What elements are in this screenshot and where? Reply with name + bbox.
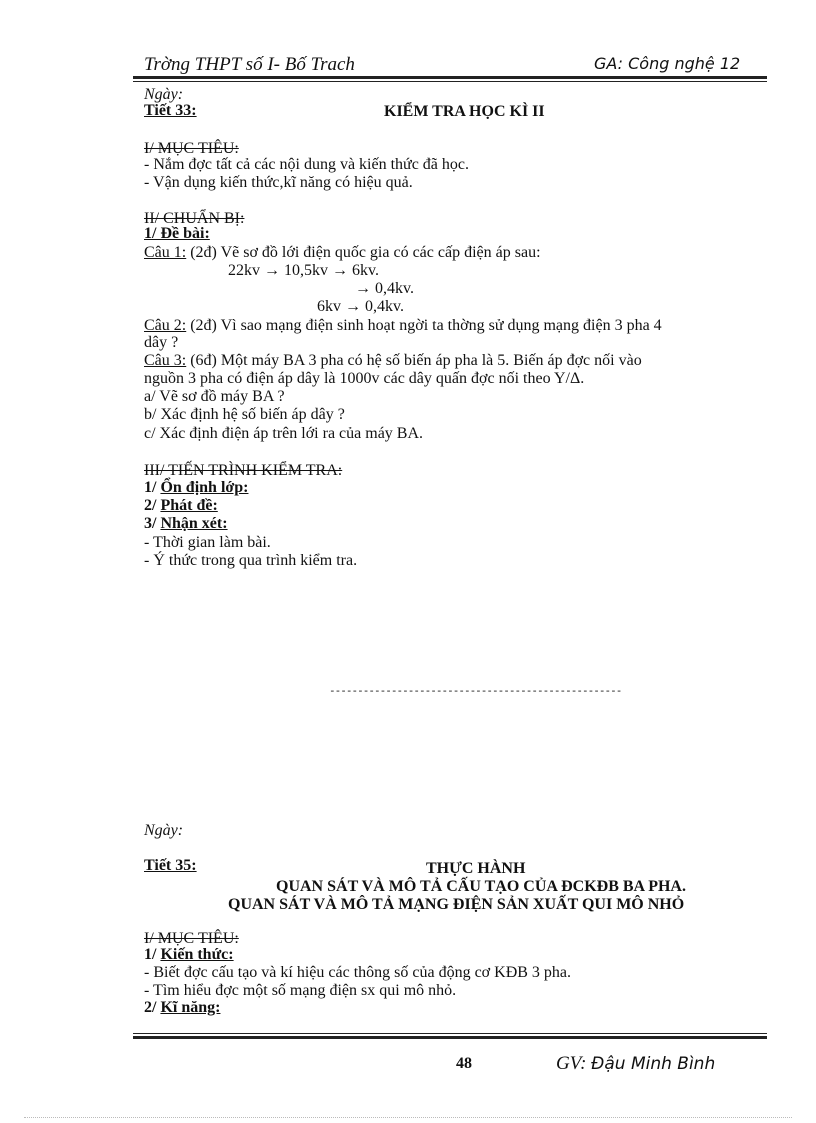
- page-number: 48: [456, 1055, 472, 1072]
- step-1-num: 1/: [144, 479, 161, 496]
- footer-rule-thin: [133, 1033, 767, 1034]
- title-2-line-3: QUAN SÁT VÀ MÔ TẢ MẠNG ĐIỆN SẢN XUẤT QUI MÔ NHỎ: [228, 896, 685, 913]
- step-2-label: Phát đề:: [160, 497, 218, 514]
- step-1-label: Ổn định lớp:: [160, 479, 249, 496]
- header-rule-thin: [133, 81, 767, 82]
- lesson-label-1: Tiết 33:: [144, 102, 197, 119]
- q3-part-b: b/ Xác định hệ số biến áp dây ?: [144, 406, 345, 423]
- question-3-label: Câu 3:: [144, 352, 187, 369]
- lesson-label-2: Tiết 35:: [144, 857, 197, 874]
- objective-2: - Vận dụng kiến thức,kĩ năng có hiệu quả.: [144, 174, 413, 191]
- question-3: [144, 352, 642, 370]
- process-heading: III/ TIẾN TRÌNH KIỂM TRA:: [144, 462, 343, 479]
- teacher-name: Đậu Minh Bình: [591, 1054, 716, 1074]
- q3-part-a: a/ Vẽ sơ đồ máy BA ?: [144, 388, 285, 405]
- question-3-text: (6đ) Một máy BA 3 pha có hệ số biến áp pha là 5. Biến áp đợc nối vào: [186, 352, 642, 369]
- skills-heading: [144, 999, 220, 1017]
- section-separator: ----------------------------------------------------: [329, 684, 622, 697]
- q1-line-3: 6kv → 0,4kv.: [317, 298, 404, 315]
- knowledge-item-1: - Biết đợc cấu tạo và kí hiệu các thông số của động cơ KĐB 3 pha.: [144, 964, 572, 981]
- title-2-line-1: THỰC HÀNH: [426, 860, 526, 877]
- step-2: [144, 497, 218, 515]
- objective-1: - Nắm đợc tất cả các nội dung và kiến thức đã học.: [144, 156, 470, 173]
- date-label-1: Ngày:: [144, 86, 184, 103]
- footer-teacher: [556, 1053, 715, 1075]
- question-1-label: Câu 1:: [144, 244, 187, 261]
- knowledge-num: 1/: [144, 946, 161, 963]
- remark-1: - Thời gian làm bài.: [144, 534, 271, 551]
- q1-line-2: → 0,4kv.: [355, 280, 414, 297]
- header-rule-thick: [133, 76, 767, 79]
- question-2-label: Câu 2:: [144, 317, 187, 334]
- knowledge-label: Kiến thức:: [160, 946, 234, 963]
- objectives-heading-text: I/ MỤC TIÊU:: [144, 140, 239, 157]
- question-2: [144, 317, 662, 335]
- question-1: [144, 244, 541, 262]
- q1-line-1: 22kv → 10,5kv → 6kv.: [228, 262, 379, 279]
- step-3-num: 3/: [144, 515, 161, 532]
- page-bottom-border: [24, 1117, 792, 1118]
- skills-label: Kĩ năng:: [160, 999, 221, 1016]
- question-2-cont: dây ?: [144, 334, 179, 351]
- header-subject: GA: Công nghệ 12: [594, 54, 741, 73]
- page-title-1: KIỂM TRA HỌC KÌ II: [384, 103, 545, 120]
- step-1: [144, 479, 248, 497]
- prep-heading: II/ CHUẨN BỊ:: [144, 210, 245, 227]
- question-1-text: (2đ) Vẽ sơ đồ lới điện quốc gia có các cấp điện áp sau:: [186, 244, 541, 261]
- exam-label: 1/ Đề bài:: [144, 225, 210, 242]
- skills-num: 2/: [144, 999, 161, 1016]
- footer-rule-thick: [133, 1036, 767, 1039]
- objectives-heading-2: I/ MỤC TIÊU:: [144, 930, 239, 947]
- title-2-line-2: QUAN SÁT VÀ MÔ TẢ CẤU TẠO CỦA ĐCKĐB BA PHA.: [276, 878, 686, 895]
- teacher-label: GV:: [556, 1053, 592, 1074]
- date-label-2: Ngày:: [144, 822, 184, 839]
- step-2-num: 2/: [144, 497, 161, 514]
- question-3-cont: nguồn 3 pha có điện áp dây là 1000v các dây quấn đợc nối theo Y/Δ.: [144, 370, 585, 387]
- step-3-label: Nhận xét:: [160, 515, 228, 532]
- question-2-text: (2đ) Vì sao mạng điện sinh hoạt ngời ta thờng sử dụng mạng điện 3 pha 4: [186, 317, 662, 334]
- header-school: Trờng THPT số I- Bố Trach: [144, 54, 355, 75]
- remark-2: - Ý thức trong qua trình kiểm tra.: [144, 552, 358, 569]
- q3-part-c: c/ Xác định điện áp trên lới ra của máy BA.: [144, 425, 424, 442]
- knowledge-item-2: - Tìm hiểu đợc một số mạng điện sx qui mô nhỏ.: [144, 982, 457, 999]
- step-3: [144, 515, 228, 533]
- knowledge-heading: [144, 946, 234, 964]
